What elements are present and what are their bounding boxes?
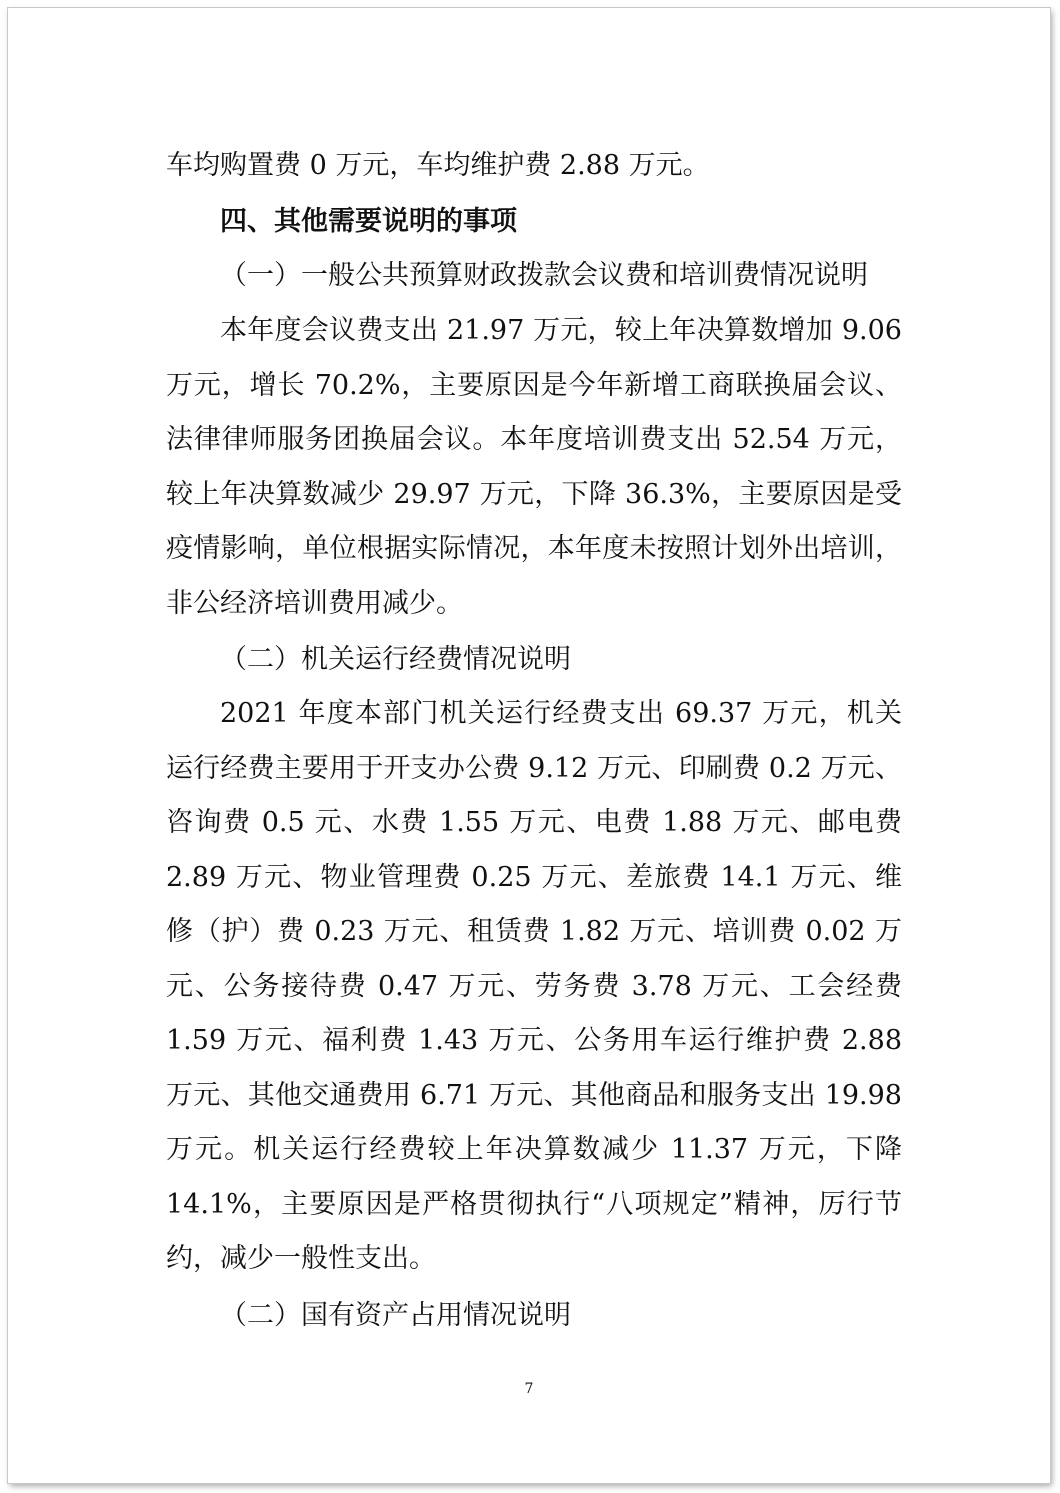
page-number: 7: [524, 1381, 534, 1397]
subsection-heading-operating-expenses: （二）机关运行经费情况说明: [220, 644, 571, 675]
operating-expenses-paragraph: 2021 年度本部门机关运行经费支出 69.37 万元，机关运行经费主要用于开支办公费 9.12 万元、印刷费 0.2 万元、咨询费 0.5 元、水费 1.55 万元、电费 1.88 万元、邮电费 2.89 万元、物业管理费 0.25 万元、差旅费 14.1 万元、维修（护）费 0.23 万元、租赁费 1.82 万元、培训费 0.02 万元、公务接待费 0.47 万元、劳务费 3.78 万元、工会经费 1.59 万元、福利费 1.43 万元、公务用车运行维护费 2.88 万元、其他交通费用 6.71 万元、其他商品和服务支出 19.98 万元。机关运行经费较上年决算数减少 11.37 万元，下降 14.1%，主要原因是严格贯彻执行“八项规定”精神，厉行节约，减少一般性支出。: [166, 698, 902, 1274]
document-page: [8, 8, 1050, 1483]
subsection-heading-meeting-training: （一）一般公共预算财政拨款会议费和培训费情况说明: [220, 260, 868, 291]
subsection-heading-state-assets: （二）国有资产占用情况说明: [220, 1300, 571, 1331]
meeting-training-paragraph: 本年度会议费支出 21.97 万元，较上年决算数增加 9.06 万元，增长 70.2%，主要原因是今年新增工商联换届会议、法律律师服务团换届会议。本年度培训费支出 52.54 万元，较上年决算数减少 29.97 万元，下降 36.3%，主要原因是受疫情影响，单位根据实际情况，本年度未按照计划外出培训，非公经济培训费用减少。: [166, 315, 902, 619]
continuation-paragraph: 车均购置费 0 万元，车均维护费 2.88 万元。: [166, 150, 710, 181]
section-heading: 四、其他需要说明的事项: [220, 206, 517, 237]
